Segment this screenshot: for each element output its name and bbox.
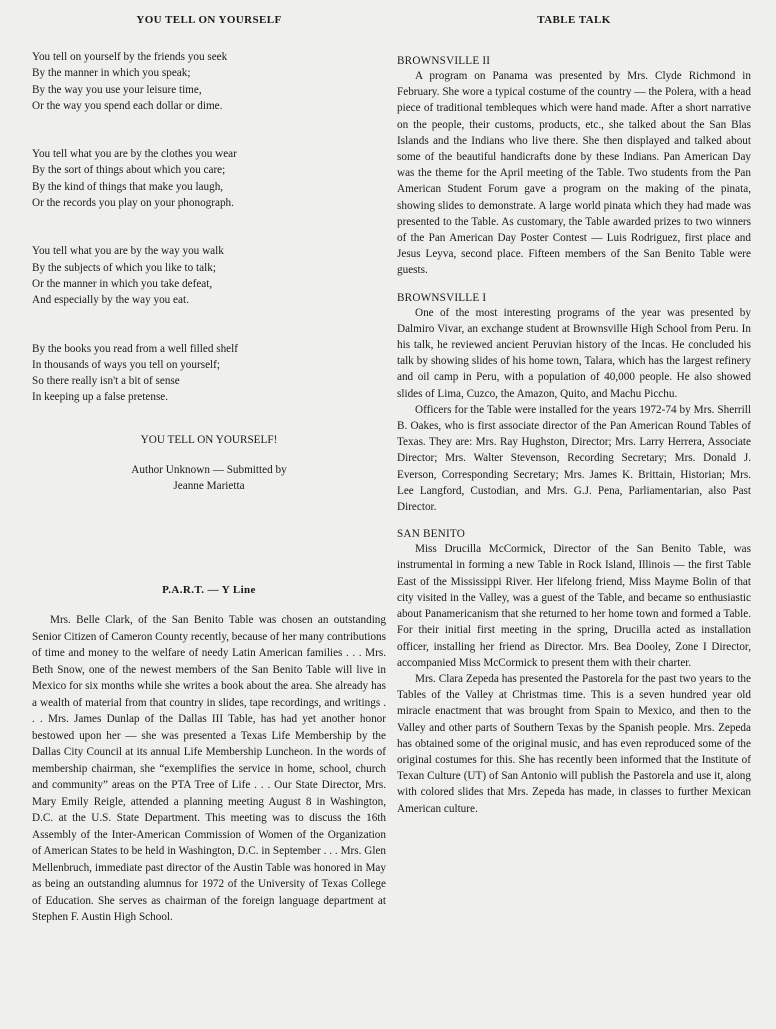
part-y-line-title: P.A.R.T. — Y Line — [162, 584, 256, 596]
poem-line: By the subjects of which you like to talk; — [32, 261, 216, 274]
poem-line: You tell on yourself by the friends you seek — [32, 51, 228, 63]
credit-line: Jeanne Marietta — [173, 479, 245, 492]
poem-stanza — [32, 341, 386, 406]
section-brownsville-ii — [397, 55, 751, 279]
poem-line: By the books you read from a well filled shelf — [32, 342, 238, 355]
section-brownsville-i — [397, 292, 751, 516]
section-paragraph: Miss Drucilla McCormick, Director of the San Benito Table, was instrumental in forming a new Table in Rock Island, Illinois — the first Table East of the Mississippi River. Her lifelong friend, Miss Mayme Bolin of that city visited in the Valley, was a guest of the Table, and became so enthusiastic about Panamericanism that she returned to her home town and formed a Table. For their initial first meeting in the spring, Drucilla acted as installation officer, installing her friend as Director. Mrs. Bea Dooley, Zone I Director, accompanied Miss McCormick to present them with their charter. — [397, 543, 751, 669]
poem-line: Or the manner in which you take defeat, — [32, 277, 213, 290]
right-column — [397, 14, 751, 830]
section-paragraph: One of the most interesting programs of the year was presented by Dalmiro Vivar, an exchange student at Brownsville High School from Peru. In his talk, he reviewed ancient Peruvian history of the Incas. He concluded his talk by showing slides of his home town, Talara, which has the largest refinery and oil camp in Peru, with a population of 40,000 people. He also showed slides of Lima, Cuzco, the Amazon, Quito, and Machu Picchu. — [397, 306, 751, 400]
table-talk-title: TABLE TALK — [537, 14, 611, 26]
poem-line: You tell what you are by the way you walk — [32, 245, 224, 258]
poem-line: By the kind of things that make you laugh, — [32, 180, 224, 193]
section-heading: SAN BENITO — [397, 528, 465, 541]
poem — [32, 49, 386, 406]
part-y-line-body: Mrs. Belle Clark, of the San Benito Table was chosen an outstanding Senior Citizen of Cameron County recently, because of her many contributions of time and money to the welfare of needy Latin American families . . . Mrs. Beth Snow, one of the newest members of the San Benito Table will live in Mexico for six months while she writes a book about the area. She already has a wealth of material from that country in slides, tape recordings, and writings . . . Mrs. James Dunlap of the Dallas III Table, has had yet another honor bestowed upon her — she was presented a Texas Life Membership by the Dallas City Council at its annual Life Membership Luncheon. In the words of membership chairman, she “exemplifies the service in home, school, church and community” areas on the PTA Tree of Life . . . Our State Director, Mrs. Mary Emily Reigle, attended a planning meeting August 8 in Washington, D.C. at the U.S. State Department. This meeting was to discuss the 16th Assembly of the Inter-American Commission of Women of the Organization of American States to be held in Washington, D.C. in September . . . Mrs. Glen Mellenbruch, immediate past director of the Austin Table was honored in May as being an outstanding alumnus for 1972 of the University of Texas College of Education. She serves as chairman of the foreign language department at Stephen F. Austin High School. — [32, 614, 386, 923]
section-paragraph: Officers for the Table were installed for the years 1972-74 by Mrs. Sherrill B. Oakes, who is first associate director of the Pan American Round Tables of Texas. They are: Mrs. Ray Hughston, Director; Mrs. Larry Herrera, Associate Director; Mrs. Walter Stevenson, Recording Secretary; Mrs. Donald J. Everson, Corresponding Secretary; Mrs. James K. Brittain, Historian; Mrs. Lee Langford, Custodian, and Mrs. G.J. Pena, Parliamentarian, also Past Director. — [397, 403, 751, 514]
section-paragraph: Mrs. Clara Zepeda has presented the Pastorela for the past two years to the Tables of the Valley at Christmas time. This is a seven hundred year old miracle enactment that was brought from Spain to Mexico, and then to the Valley and other parts of Southern Texas by the Spanish people. Mrs. Zepeda has obtained some of the original music, and has even reproduced some of the original costumes for this. She has recently been informed that the Institute of Texan Culture (UT) of San Antonio will publish the Pastorela and use it, along with colored slides that Mrs. Zepeda has made, in classes to further Mexican American culture. — [397, 672, 751, 815]
poem-line: And especially by the way you eat. — [32, 294, 189, 307]
poem-stanza — [32, 243, 386, 308]
poem-line: In thousands of ways you tell on yourself; — [32, 358, 220, 371]
left-column — [32, 14, 386, 494]
section-heading: BROWNSVILLE I — [397, 291, 487, 304]
poem-title: YOU TELL ON YOURSELF — [136, 14, 282, 26]
poem-line: By the way you use your leisure time, — [32, 83, 202, 96]
poem-line: Or the records you play on your phonograph. — [32, 197, 234, 210]
poem-line: By the sort of things about which you care; — [32, 164, 226, 177]
poem-refrain: YOU TELL ON YOURSELF! — [140, 433, 278, 446]
section-heading: BROWNSVILLE II — [397, 55, 491, 67]
poem-stanza — [32, 146, 386, 211]
poem-line: So there really isn't a bit of sense — [32, 375, 180, 388]
section-paragraph: A program on Panama was presented by Mrs. Clyde Richmond in February. She wore a typical costume of the country — the Polera, with a head piece of traditional tembleques which were hand made. After a short narrative on the people, their customs, products, etc., she talked about the San Blas Islands and the Indians who live there. She then displayed and talked about some of the beautiful handicrafts done by these Indians. Pan American Day was the theme for the April meeting of the Table. Two students from the Pan American Student Forum gave a program on the making of the pinata, showing slides to demonstrate. A large world pinata which they had made was presented to the Table. As customary, the Table awarded prizes to two winners of the Pan American Day Poster Contest — Luis Rodriguez, first place and Jesus Leyva, second place. Fifteen members of the San Benito Table were guests. — [397, 70, 751, 277]
poem-line: You tell what you are by the clothes you wear — [32, 148, 237, 161]
poem-line: By the manner in which you speak; — [32, 67, 191, 80]
poem-line: Or the way you spend each dollar or dime. — [32, 99, 223, 112]
section-san-benito — [397, 528, 751, 816]
poem-credit — [32, 462, 386, 494]
poem-line: In keeping up a false pretense. — [32, 391, 169, 404]
poem-stanza — [32, 49, 386, 114]
credit-line: Author Unknown — Submitted by — [131, 463, 287, 476]
